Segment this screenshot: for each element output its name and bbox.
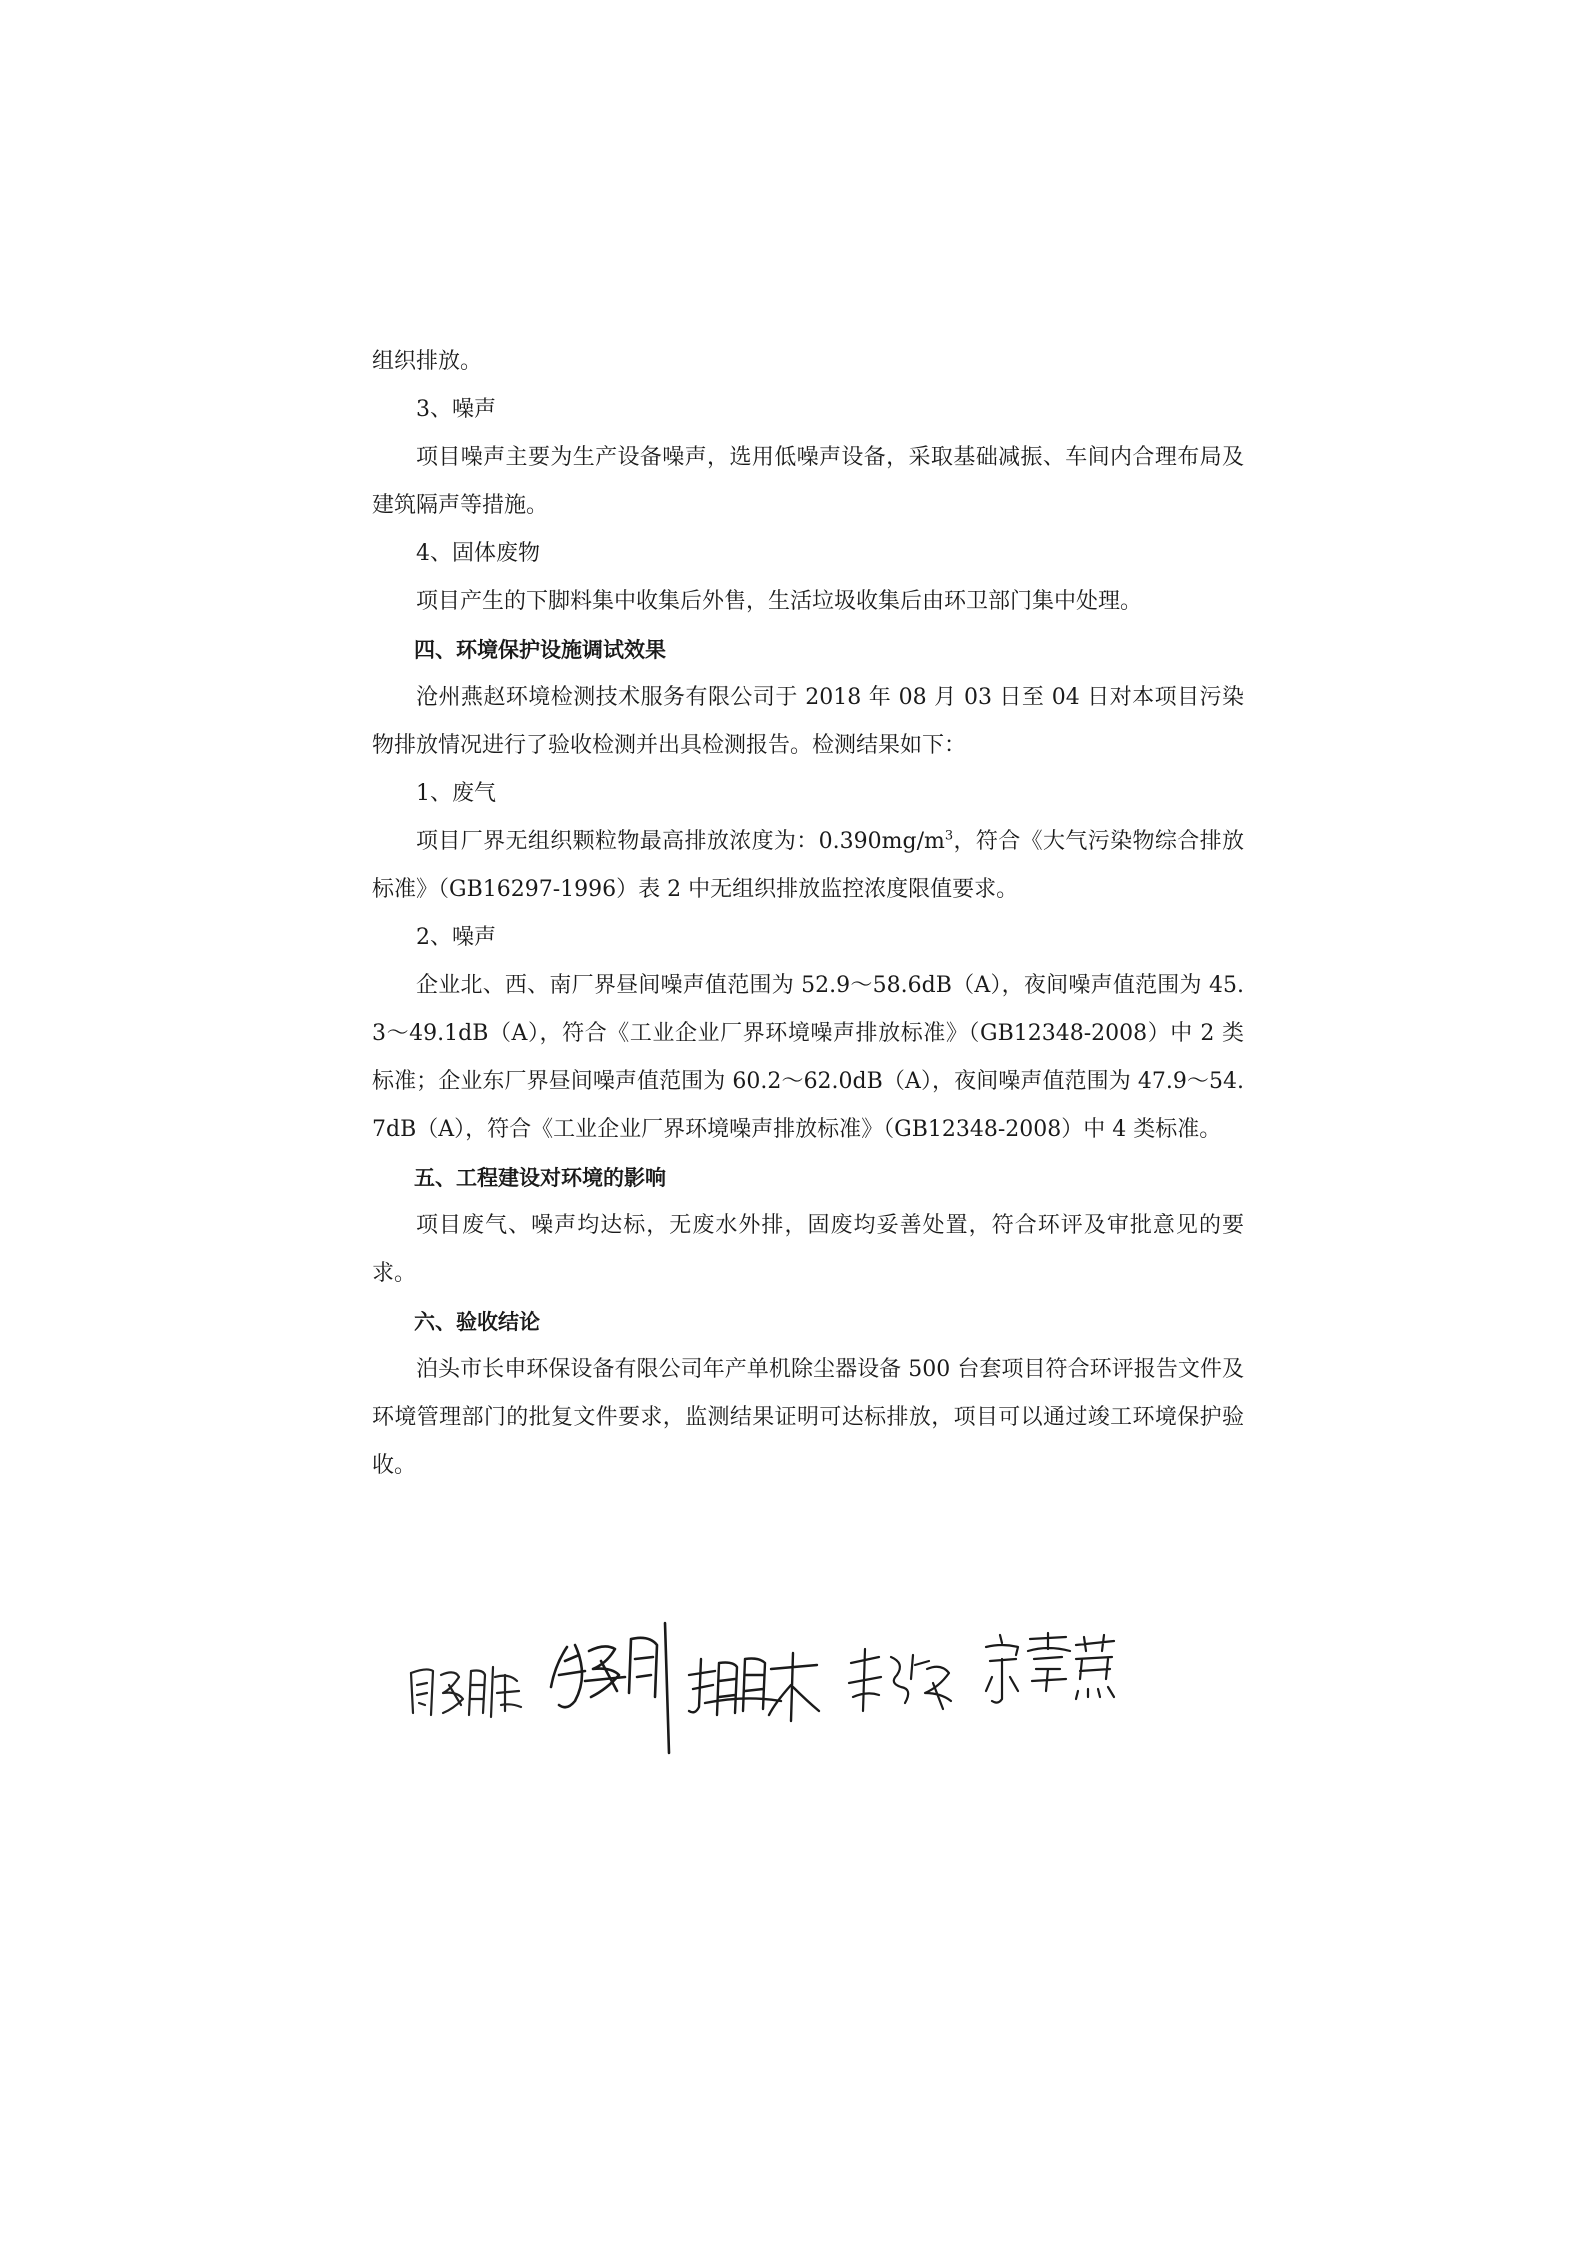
handwritten-signature — [685, 1645, 825, 1735]
paragraph-solid-waste: 项目产生的下脚料集中收集后外售，生活垃圾收集后由环卫部门集中处理。 — [416, 589, 1143, 614]
text-fragment: ，符合《大气污染物综合排放标准》（GB16297-1996）表 2 中无组织排放监控浓度限值要求。 — [372, 829, 1244, 902]
subheading-noise-result: 2、噪声 — [416, 925, 496, 950]
section-heading-4: 四、环境保护设施调试效果 — [414, 638, 666, 662]
subheading-noise: 3、噪声 — [416, 397, 496, 422]
section-heading-5: 五、工程建设对环境的影响 — [414, 1166, 666, 1190]
paragraph-impact: 项目废气、噪声均达标，无废水外排，固废均妥善处置，符合环评及审批意见的要求。 — [372, 1213, 1244, 1286]
handwritten-signature — [545, 1615, 680, 1755]
paragraph-conclusion: 泊头市长申环保设备有限公司年产单机除尘器设备 500 台套项目符合环评报告文件及环境管理部门的批复文件要求，监测结果证明可达标排放，项目可以通过竣工环境保护验收。 — [372, 1357, 1244, 1478]
section-heading-6: 六、验收结论 — [414, 1310, 540, 1334]
signature-area — [405, 1615, 1165, 1755]
paragraph-noise-measures: 项目噪声主要为生产设备噪声，选用低噪声设备，采取基础减振、车间内合理布局及建筑隔声等措施。 — [372, 445, 1244, 518]
document-body — [372, 338, 1244, 1490]
handwritten-signature — [980, 1629, 1120, 1719]
superscript: 3 — [944, 828, 954, 844]
text-line: 组织排放。 — [372, 349, 483, 374]
paragraph-monitoring: 沧州燕赵环境检测技术服务有限公司于 2018 年 08 月 03 日至 04 日对本项目污染物排放情况进行了验收检测并出具检测报告。检测结果如下： — [372, 685, 1244, 758]
paragraph-waste-gas — [372, 818, 1244, 914]
handwritten-signature — [405, 1655, 530, 1735]
subheading-solid-waste: 4、固体废物 — [416, 541, 540, 566]
text-fragment: 项目厂界无组织颗粒物最高排放浓度为：0.390mg/m — [416, 829, 945, 854]
handwritten-signature — [845, 1639, 955, 1729]
paragraph-noise-result: 企业北、西、南厂界昼间噪声值范围为 52.9～58.6dB（A），夜间噪声值范围为 45.3～49.1dB（A），符合《工业企业厂界环境噪声排放标准》（GB12348-2008）中 2 类标准；企业东厂界昼间噪声值范围为 60.2～62.0dB（A），夜间噪声值范围为 47.9～54.7dB（A），符合《工业企业厂界环境噪声排放标准》（GB12348-2008）中 4 类标准。 — [372, 973, 1244, 1142]
subheading-waste-gas: 1、废气 — [416, 781, 496, 806]
